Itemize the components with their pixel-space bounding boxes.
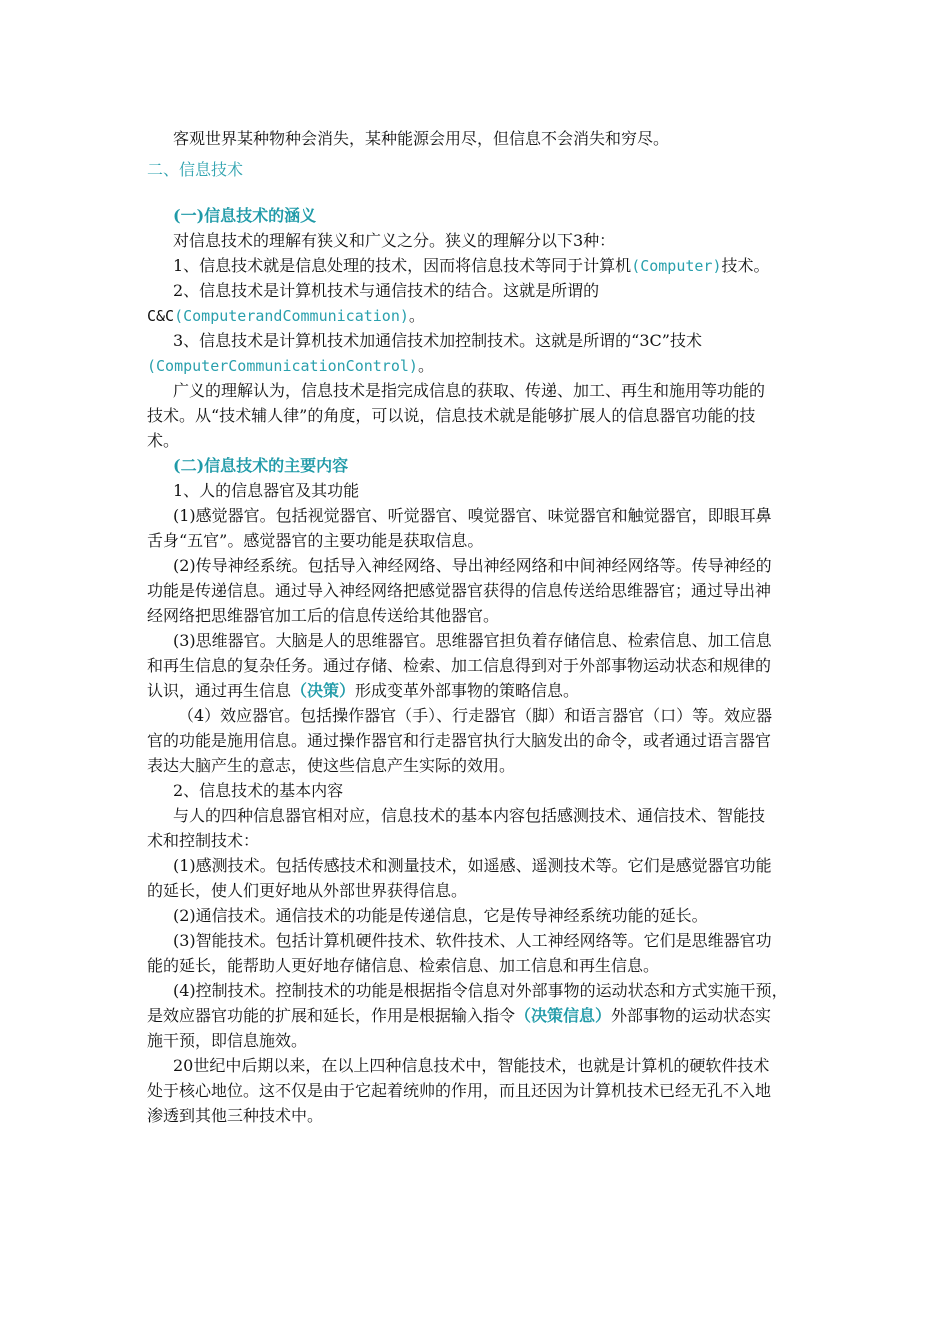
text-run: 是效应器官功能的扩展和延长，作用是根据输入指令 (147, 1006, 516, 1025)
text-run: 形成变革外部事物的策略信息。 (355, 681, 580, 700)
text-run: 技术。 (721, 256, 770, 275)
term-highlight: (Computer) (631, 257, 722, 275)
paragraph-line (147, 353, 434, 379)
term-highlight: （决策） (291, 681, 356, 700)
paragraph-line: (2)传导神经系统。包括导入神经网络、导出神经网络和中间神经网络等。传导神经的 (173, 556, 772, 575)
paragraph-line (147, 678, 579, 703)
subsection-heading: (一)信息技术的涵义 (173, 206, 317, 225)
paragraph-line: 术和控制技术： (147, 831, 260, 850)
paragraph-line: 施干预，即信息施效。 (147, 1031, 308, 1050)
paragraph-line: 官的功能是施用信息。通过操作器官和行走器官执行大脑发出的命令，或者通过语言器官 (147, 731, 772, 750)
text-run: 外部事物的运动状态实 (611, 1006, 772, 1025)
paragraph-line: 3、信息技术是计算机技术加通信技术加控制技术。这就是所谓的“3C”技术 (173, 331, 702, 350)
paragraph-line (173, 253, 770, 279)
paragraph-line: 术。 (147, 431, 180, 450)
text-run: 。 (417, 356, 434, 375)
paragraph-line: (4)控制技术。控制技术的功能是根据指令信息对外部事物的运动状态和方式实施干预， (173, 981, 788, 1000)
paragraph-line: 舌身“五官”。感觉器官的主要功能是获取信息。 (147, 531, 484, 550)
paragraph-line: 1、人的信息器官及其功能 (173, 481, 360, 500)
section-heading: 二、信息技术 (147, 160, 244, 179)
paragraph-line: 的延长，使人们更好地从外部世界获得信息。 (147, 881, 468, 900)
term-highlight: (ComputerandCommunication) (174, 307, 409, 325)
paragraph-line: 客观世界某种物种会消失，某种能源会用尽，但信息不会消失和穷尽。 (173, 129, 670, 148)
paragraph-line: 技术。从“技术辅人律”的角度，可以说，信息技术就是能够扩展人的信息器官功能的技 (147, 406, 756, 425)
paragraph-line: 20世纪中后期以来，在以上四种信息技术中，智能技术，也就是计算机的硬软件技术 (173, 1056, 770, 1075)
paragraph-line (147, 303, 425, 329)
text-run: 认识，通过再生信息 (147, 681, 292, 700)
paragraph-line: 广义的理解认为，信息技术是指完成信息的获取、传递、加工、再生和施用等功能的 (173, 381, 766, 400)
paragraph-line: 2、信息技术的基本内容 (173, 781, 344, 800)
paragraph-line: 处于核心地位。这不仅是由于它起着统帅的作用，而且还因为计算机技术已经无孔不入地 (147, 1081, 772, 1100)
paragraph-line: 与人的四种信息器官相对应，信息技术的基本内容包括感测技术、通信技术、智能技 (173, 806, 766, 825)
paragraph-line: 功能是传递信息。通过导入神经网络把感觉器官获得的信息传送给思维器官；通过导出神 (147, 581, 772, 600)
paragraph-line: 表达大脑产生的意志，使这些信息产生实际的效用。 (147, 756, 516, 775)
paragraph-line: 渗透到其他三种技术中。 (147, 1106, 324, 1125)
paragraph-line: (2)通信技术。通信技术的功能是传递信息，它是传导神经系统功能的延长。 (173, 906, 708, 925)
paragraph-line: 能的延长，能帮助人更好地存储信息、检索信息、加工信息和再生信息。 (147, 956, 660, 975)
text-run: 1、信息技术就是信息处理的技术，因而将信息技术等同于计算机 (173, 256, 632, 275)
paragraph-line: (3)智能技术。包括计算机硬件技术、软件技术、人工神经网络等。它们是思维器官功 (173, 931, 772, 950)
paragraph-line (147, 1003, 771, 1028)
paragraph-line: 和再生信息的复杂任务。通过存储、检索、加工信息得到对于外部事物运动状态和规律的 (147, 656, 772, 675)
paragraph-line: 经网络把思维器官加工后的信息传送给其他器官。 (147, 606, 500, 625)
text-run: C&C (147, 307, 175, 325)
paragraph-line: （4）效应器官。包括操作器官（手）、行走器官（脚）和语言器官（口）等。效应器 (178, 706, 773, 725)
paragraph-line: 2、信息技术是计算机技术与通信技术的结合。这就是所谓的 (173, 281, 600, 300)
term-highlight: (ComputerCommunicationControl) (147, 357, 418, 375)
term-highlight: （决策信息） (515, 1006, 612, 1025)
paragraph-line: 对信息技术的理解有狭义和广义之分。狭义的理解分以下3种： (173, 231, 616, 250)
paragraph-line: (1)感测技术。包括传感技术和测量技术，如遥感、遥测技术等。它们是感觉器官功能 (173, 856, 772, 875)
text-run: 。 (408, 306, 425, 325)
subsection-heading: (二)信息技术的主要内容 (173, 456, 349, 475)
paragraph-line: (1)感觉器官。包括视觉器官、听觉器官、嗅觉器官、味觉器官和触觉器官，即眼耳鼻 (173, 506, 772, 525)
paragraph-line: (3)思维器官。大脑是人的思维器官。思维器官担负着存储信息、检索信息、加工信息 (173, 631, 772, 650)
